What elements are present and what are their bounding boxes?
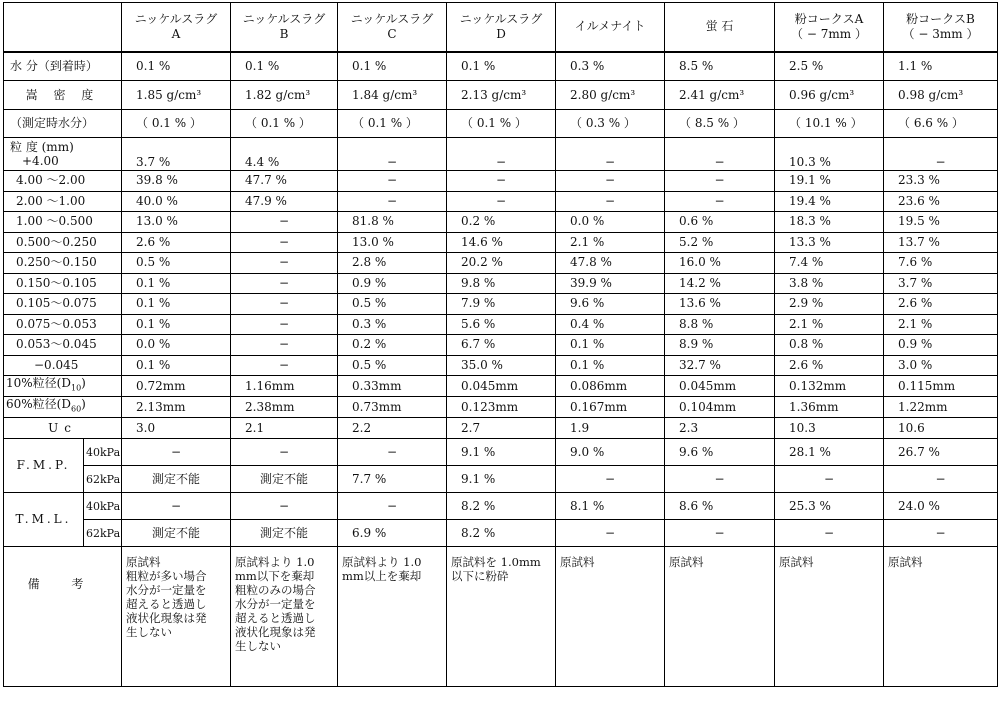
tml-40-value: 8.1 %: [556, 493, 665, 520]
grain-value: 5.2 %: [665, 232, 775, 253]
tml-62-value: 測定不能: [231, 520, 338, 547]
label-d60: 60%粒径$(D_{60})$: [4, 397, 122, 418]
grain-value: 4.4 %: [231, 138, 338, 171]
grain-value: 0.1 %: [122, 294, 231, 315]
grain-value: 2.1 %: [556, 232, 665, 253]
bulk-density-value: 1.82 g/cm³: [231, 81, 338, 110]
uc-value: 2.3: [665, 418, 775, 439]
row-grain: [4, 232, 998, 253]
label-uc: Uc: [4, 418, 122, 439]
grain-range: 0.500〜0.250: [4, 232, 122, 253]
bulk-density-value: 2.80 g/cm³: [556, 81, 665, 110]
column-title: 粉コークスA: [794, 11, 864, 26]
grain-value: 7.9 %: [447, 294, 556, 315]
remark-note: [447, 547, 556, 687]
grain-value: −: [338, 138, 447, 171]
remark-line: 超えると透過し: [126, 597, 207, 611]
column-title: 粉コークスB: [906, 11, 975, 26]
bulk-density-value: 1.84 g/cm³: [338, 81, 447, 110]
remark-line: 生しない: [126, 625, 172, 639]
grain-value: 10.3 %: [775, 138, 884, 171]
data-sheet: [3, 2, 997, 702]
tml-62-value: 6.9 %: [338, 520, 447, 547]
bulk-density-value: 1.85 g/cm³: [122, 81, 231, 110]
d10-value: 0.115mm: [884, 376, 998, 397]
d10-value: 0.33mm: [338, 376, 447, 397]
uc-value: 3.0: [122, 418, 231, 439]
row-tml-40: [4, 493, 998, 520]
tml-62-value: −: [665, 520, 775, 547]
grain-value: −: [447, 171, 556, 192]
tml-62-value: −: [556, 520, 665, 547]
column-header: [122, 3, 231, 52]
grain-value: 0.5 %: [338, 294, 447, 315]
remark-note: [665, 547, 775, 687]
remark-line: 原試料を 1.0mm: [451, 555, 541, 569]
column-title: ニッケルスラグ: [350, 11, 434, 26]
grain-value: −: [231, 232, 338, 253]
header-row: [4, 3, 998, 52]
grain-range: 0.075〜0.053: [4, 314, 122, 335]
label-remarks: 備 考: [4, 547, 122, 687]
pressure-62kpa: 62kPa: [84, 520, 122, 547]
grain-value: 0.5 %: [122, 253, 231, 274]
row-moisture: [4, 52, 998, 81]
grain-value: 18.3 %: [775, 212, 884, 233]
fmp-40-value: 26.7 %: [884, 439, 998, 466]
remark-line: 原試料: [888, 555, 923, 569]
grain-value: 0.1 %: [122, 355, 231, 376]
row-grain: [4, 273, 998, 294]
label-bulk-density: 嵩 密 度: [4, 81, 122, 110]
grain-value: 2.6 %: [122, 232, 231, 253]
grain-value: −: [338, 191, 447, 212]
grain-value: −: [884, 138, 998, 171]
grain-value: 0.0 %: [122, 335, 231, 356]
grain-range: 0.105〜0.075: [4, 294, 122, 315]
remark-line: 原試料: [126, 555, 161, 569]
grain-value: 0.4 %: [556, 314, 665, 335]
grain-value: 0.9 %: [338, 273, 447, 294]
d10-value: 1.16mm: [231, 376, 338, 397]
remark-line: 粗粒のみの場合: [235, 583, 316, 597]
properties-table: [3, 2, 998, 687]
row-grain: [4, 171, 998, 192]
tml-62-value: 測定不能: [122, 520, 231, 547]
grain-range: 0.150〜0.105: [4, 273, 122, 294]
grain-value: 2.1 %: [775, 314, 884, 335]
fmp-62-value: −: [775, 466, 884, 493]
grain-value: −: [338, 171, 447, 192]
grain-value: 19.1 %: [775, 171, 884, 192]
column-subtitle: B: [279, 26, 289, 41]
grain-value: 0.1 %: [122, 273, 231, 294]
bulk-density-value: 2.41 g/cm³: [665, 81, 775, 110]
measure-moisture-value: （ 10.1 % ）: [775, 110, 884, 138]
grain-value: 0.8 %: [775, 335, 884, 356]
d10-value: 0.72mm: [122, 376, 231, 397]
grain-value: 35.0 %: [447, 355, 556, 376]
d60-value: 1.22mm: [884, 397, 998, 418]
remark-line: 液状化現象は発: [126, 611, 207, 625]
uc-value: 2.2: [338, 418, 447, 439]
label-d10-sub: 10: [70, 383, 82, 393]
grain-value: 0.2 %: [447, 212, 556, 233]
grain-value: 7.6 %: [884, 253, 998, 274]
grain-value: 19.4 %: [775, 191, 884, 212]
column-header: [447, 3, 556, 52]
column-subtitle: A: [171, 26, 181, 41]
grain-value: 8.9 %: [665, 335, 775, 356]
grain-value: 13.7 %: [884, 232, 998, 253]
d10-value: 0.045mm: [665, 376, 775, 397]
row-tml-62: [4, 520, 998, 547]
grain-range: 0.250〜0.150: [4, 253, 122, 274]
grain-value: 13.3 %: [775, 232, 884, 253]
grain-range: +4.00: [22, 154, 59, 168]
tml-40-value: 8.6 %: [665, 493, 775, 520]
label-grain-range: [4, 138, 122, 171]
column-header: [231, 3, 338, 52]
grain-value: 0.3 %: [338, 314, 447, 335]
column-header: [338, 3, 447, 52]
remark-note: [884, 547, 998, 687]
moisture-value: 8.5 %: [665, 52, 775, 81]
label-measure-moisture: （測定時水分）: [4, 110, 122, 138]
grain-value: 6.7 %: [447, 335, 556, 356]
grain-value: 2.8 %: [338, 253, 447, 274]
bulk-density-value: 2.13 g/cm³: [447, 81, 556, 110]
grain-value: 9.8 %: [447, 273, 556, 294]
grain-value: −: [665, 138, 775, 171]
d60-value: 0.167mm: [556, 397, 665, 418]
remark-line: 原試料より 1.0: [235, 555, 315, 569]
tml-62-value: −: [775, 520, 884, 547]
grain-value: 2.6 %: [775, 355, 884, 376]
row-grain: [4, 138, 998, 171]
grain-value: 47.8 %: [556, 253, 665, 274]
bulk-density-value: 0.98 g/cm³: [884, 81, 998, 110]
d60-value: 2.13mm: [122, 397, 231, 418]
moisture-value: 0.1 %: [231, 52, 338, 81]
grain-value: 23.3 %: [884, 171, 998, 192]
grain-value: 20.2 %: [447, 253, 556, 274]
pressure-40kpa: 40kPa: [84, 439, 122, 466]
column-title: ニッケルスラグ: [459, 11, 543, 26]
label-grain-header: 粒 度 (mm): [10, 140, 74, 154]
grain-value: 40.0 %: [122, 191, 231, 212]
moisture-value: 0.1 %: [122, 52, 231, 81]
tml-40-value: −: [231, 493, 338, 520]
d60-value: 0.73mm: [338, 397, 447, 418]
grain-range: 1.00 〜0.500: [4, 212, 122, 233]
pressure-40kpa: 40kPa: [84, 493, 122, 520]
grain-value: −: [231, 335, 338, 356]
grain-value: 3.7 %: [884, 273, 998, 294]
grain-value: 0.1 %: [122, 314, 231, 335]
grain-value: 7.4 %: [775, 253, 884, 274]
grain-value: 13.6 %: [665, 294, 775, 315]
grain-range: 2.00 〜1.00: [4, 191, 122, 212]
d10-value: 0.045mm: [447, 376, 556, 397]
fmp-62-value: −: [556, 466, 665, 493]
row-grain: [4, 294, 998, 315]
grain-value: 39.9 %: [556, 273, 665, 294]
bulk-density-value: 0.96 g/cm³: [775, 81, 884, 110]
measure-moisture-value: （ 0.1 % ）: [122, 110, 231, 138]
grain-value: 23.6 %: [884, 191, 998, 212]
uc-value: 1.9: [556, 418, 665, 439]
d10-value: 0.132mm: [775, 376, 884, 397]
grain-value: 0.5 %: [338, 355, 447, 376]
remark-line: 液状化現象は発: [235, 625, 316, 639]
moisture-value: 0.1 %: [447, 52, 556, 81]
moisture-value: 0.3 %: [556, 52, 665, 81]
measure-moisture-value: （ 8.5 % ）: [665, 110, 775, 138]
column-subtitle: （ − 3mm ）: [902, 26, 979, 41]
grain-value: 2.6 %: [884, 294, 998, 315]
label-fmp: F.M.P.: [4, 439, 84, 493]
fmp-40-value: 28.1 %: [775, 439, 884, 466]
fmp-40-value: −: [122, 439, 231, 466]
row-grain: [4, 355, 998, 376]
grain-value: 0.0 %: [556, 212, 665, 233]
row-fmp-40: [4, 439, 998, 466]
column-title: イルメナイト: [574, 19, 646, 34]
fmp-62-value: −: [884, 466, 998, 493]
fmp-40-value: 9.0 %: [556, 439, 665, 466]
grain-value: 3.7 %: [122, 138, 231, 171]
column-header: [775, 3, 884, 52]
tml-62-value: 8.2 %: [447, 520, 556, 547]
d60-value: 0.104mm: [665, 397, 775, 418]
column-header: [665, 3, 775, 52]
column-header: [884, 3, 998, 52]
grain-value: 47.7 %: [231, 171, 338, 192]
moisture-value: 2.5 %: [775, 52, 884, 81]
uc-value: 2.7: [447, 418, 556, 439]
label-d10: 10%粒径$(D_{10})$: [4, 376, 122, 397]
remark-note: [231, 547, 338, 687]
tml-62-value: −: [884, 520, 998, 547]
grain-value: 0.1 %: [556, 335, 665, 356]
grain-value: −: [447, 138, 556, 171]
remark-line: mm以下を棄却: [235, 569, 315, 583]
grain-range: −0.045: [4, 355, 122, 376]
measure-moisture-value: （ 6.6 % ）: [884, 110, 998, 138]
grain-range: 0.053〜0.045: [4, 335, 122, 356]
grain-value: 5.6 %: [447, 314, 556, 335]
label-d10-text: 10%粒径(D: [6, 376, 71, 391]
fmp-62-value: 測定不能: [122, 466, 231, 493]
grain-value: −: [665, 171, 775, 192]
row-grain: [4, 335, 998, 356]
grain-value: 32.7 %: [665, 355, 775, 376]
remark-line: 原試料: [779, 555, 814, 569]
fmp-40-value: 9.1 %: [447, 439, 556, 466]
grain-value: 2.9 %: [775, 294, 884, 315]
pressure-62kpa: 62kPa: [84, 466, 122, 493]
grain-value: −: [556, 171, 665, 192]
grain-value: −: [231, 253, 338, 274]
grain-value: 9.6 %: [556, 294, 665, 315]
grain-value: 14.2 %: [665, 273, 775, 294]
tml-40-value: −: [122, 493, 231, 520]
grain-range: 4.00 〜2.00: [4, 171, 122, 192]
grain-value: 13.0 %: [122, 212, 231, 233]
row-grain: [4, 191, 998, 212]
label-d60-text: 60%粒径(D: [6, 397, 71, 412]
fmp-40-value: −: [231, 439, 338, 466]
fmp-62-value: −: [665, 466, 775, 493]
d10-value: 0.086mm: [556, 376, 665, 397]
moisture-value: 0.1 %: [338, 52, 447, 81]
remark-line: 原試料: [669, 555, 704, 569]
grain-value: −: [447, 191, 556, 212]
grain-value: 47.9 %: [231, 191, 338, 212]
grain-value: 0.9 %: [884, 335, 998, 356]
remark-line: 以下に粉砕: [451, 569, 509, 583]
column-title: 蛍 石: [705, 19, 734, 34]
grain-value: 0.1 %: [556, 355, 665, 376]
tml-40-value: −: [338, 493, 447, 520]
row-uc: [4, 418, 998, 439]
column-subtitle: C: [387, 26, 397, 41]
row-grain: [4, 314, 998, 335]
fmp-62-value: 9.1 %: [447, 466, 556, 493]
grain-value: −: [231, 314, 338, 335]
fmp-62-value: 測定不能: [231, 466, 338, 493]
remark-line: 水分が一定量を: [235, 597, 316, 611]
remark-note: [556, 547, 665, 687]
grain-value: 8.8 %: [665, 314, 775, 335]
tml-40-value: 25.3 %: [775, 493, 884, 520]
grain-value: 3.0 %: [884, 355, 998, 376]
tml-40-value: 8.2 %: [447, 493, 556, 520]
fmp-40-value: −: [338, 439, 447, 466]
grain-value: −: [556, 138, 665, 171]
remark-line: 生しない: [235, 639, 281, 653]
remark-line: 原試料: [560, 555, 595, 569]
d60-value: 0.123mm: [447, 397, 556, 418]
grain-value: −: [231, 212, 338, 233]
moisture-value: 1.1 %: [884, 52, 998, 81]
grain-value: 14.6 %: [447, 232, 556, 253]
grain-value: −: [231, 294, 338, 315]
row-fmp-62: [4, 466, 998, 493]
grain-value: 39.8 %: [122, 171, 231, 192]
label-moisture: 水 分（到着時）: [4, 52, 122, 81]
column-title: ニッケルスラグ: [242, 11, 326, 26]
grain-value: 16.0 %: [665, 253, 775, 274]
row-grain: [4, 253, 998, 274]
remark-line: mm以上を棄却: [342, 569, 422, 583]
remark-line: 水分が一定量を: [126, 583, 207, 597]
measure-moisture-value: （ 0.1 % ）: [447, 110, 556, 138]
grain-value: −: [231, 355, 338, 376]
uc-value: 2.1: [231, 418, 338, 439]
grain-value: 0.2 %: [338, 335, 447, 356]
row-remarks: [4, 547, 998, 687]
column-header: [556, 3, 665, 52]
fmp-40-value: 9.6 %: [665, 439, 775, 466]
measure-moisture-value: （ 0.1 % ）: [338, 110, 447, 138]
remark-note: [122, 547, 231, 687]
remark-note: [338, 547, 447, 687]
label-tml: T.M.L.: [4, 493, 84, 547]
grain-value: 19.5 %: [884, 212, 998, 233]
remark-line: 原試料より 1.0: [342, 555, 422, 569]
grain-value: −: [665, 191, 775, 212]
grain-value: 3.8 %: [775, 273, 884, 294]
tml-40-value: 24.0 %: [884, 493, 998, 520]
remark-line: 超えると透過し: [235, 611, 316, 625]
grain-value: 2.1 %: [884, 314, 998, 335]
grain-value: 81.8 %: [338, 212, 447, 233]
uc-value: 10.3: [775, 418, 884, 439]
grain-value: −: [231, 273, 338, 294]
corner-cell: [4, 3, 122, 52]
row-d10: [4, 376, 998, 397]
d60-value: 2.38mm: [231, 397, 338, 418]
grain-value: −: [556, 191, 665, 212]
uc-value: 10.6: [884, 418, 998, 439]
measure-moisture-value: （ 0.1 % ）: [231, 110, 338, 138]
d60-value: 1.36mm: [775, 397, 884, 418]
column-subtitle: （ − 7mm ）: [791, 26, 867, 41]
column-subtitle: D: [496, 26, 506, 41]
column-title: ニッケルスラグ: [134, 11, 218, 26]
grain-value: 13.0 %: [338, 232, 447, 253]
row-measure-moisture: [4, 110, 998, 138]
label-d60-sub: 60: [70, 404, 82, 414]
fmp-62-value: 7.7 %: [338, 466, 447, 493]
measure-moisture-value: （ 0.3 % ）: [556, 110, 665, 138]
remark-line: 粗粒が多い場合: [126, 569, 207, 583]
remark-note: [775, 547, 884, 687]
row-grain: [4, 212, 998, 233]
grain-value: 0.6 %: [665, 212, 775, 233]
row-d60: [4, 397, 998, 418]
row-bulk-density: [4, 81, 998, 110]
